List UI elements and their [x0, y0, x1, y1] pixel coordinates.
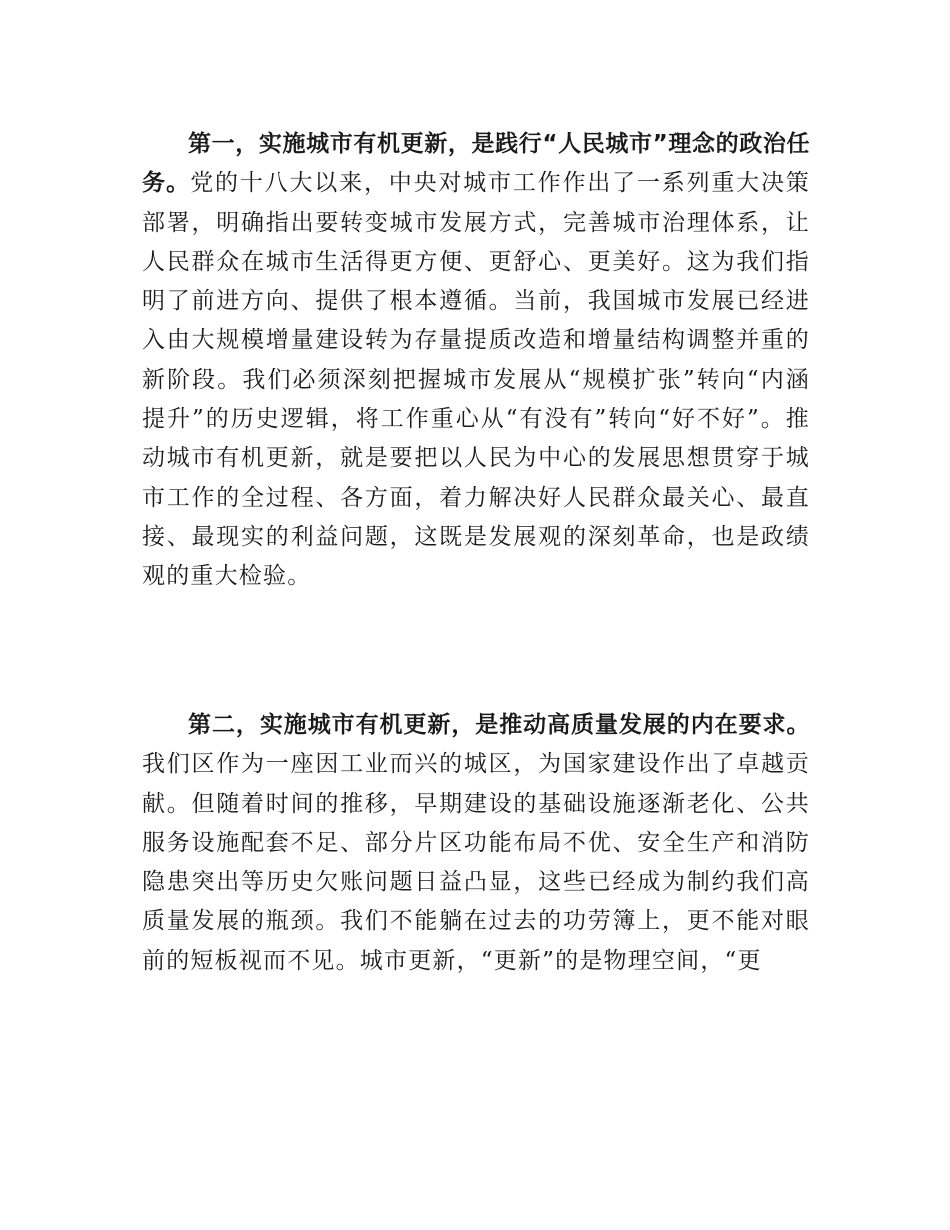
paragraph-2-lead: 第二，实施城市有机更新，是推动高质量发展的内在要求。 — [188, 712, 810, 738]
paragraph-1 — [142, 125, 810, 597]
paragraph-1-lead: 第一，实施城市有机更新，是践行“人民城市”理念的政治任务。 — [142, 131, 810, 197]
paragraph-2-body: 我们区作为一座因工业而兴的城区，为国家建设作出了卓越贡献。但随着时间的推移，早期建设的基础设施逐渐老化、公共服务设施配套不足、部分片区功能布局不优、安全生产和消防隐患突出等历史欠账问题日益凸显，这些已经成为制约我们高质量发展的瓶颈。我们不能躺在过去的功劳簿上，更不能对眼前的短板视而不见。城市更新，“更新”的是物理空间，“更 — [142, 751, 810, 974]
paragraph-2 — [142, 706, 810, 981]
paragraph-1-body: 党的十八大以来，中央对城市工作作出了一系列重大决策部署，明确指出要转变城市发展方式，完善城市治理体系，让人民群众在城市生活得更方便、更舒心、更美好。这为我们指明了前进方向、提供了根本遵循。当前，我国城市发展已经进入由大规模增量建设转为存量提质改造和增量结构调整并重的新阶段。我们必须深刻把握城市发展从“规模扩张”转向“内涵提升”的历史逻辑，将工作重心从“有没有”转向“好不好”。推动城市有机更新，就是要把以人民为中心的发展思想贯穿于城市工作的全过程、各方面，着力解决好人民群众最关心、最直接、最现实的利益问题，这既是发展观的深刻革命，也是政绩观的重大检验。 — [142, 170, 811, 590]
